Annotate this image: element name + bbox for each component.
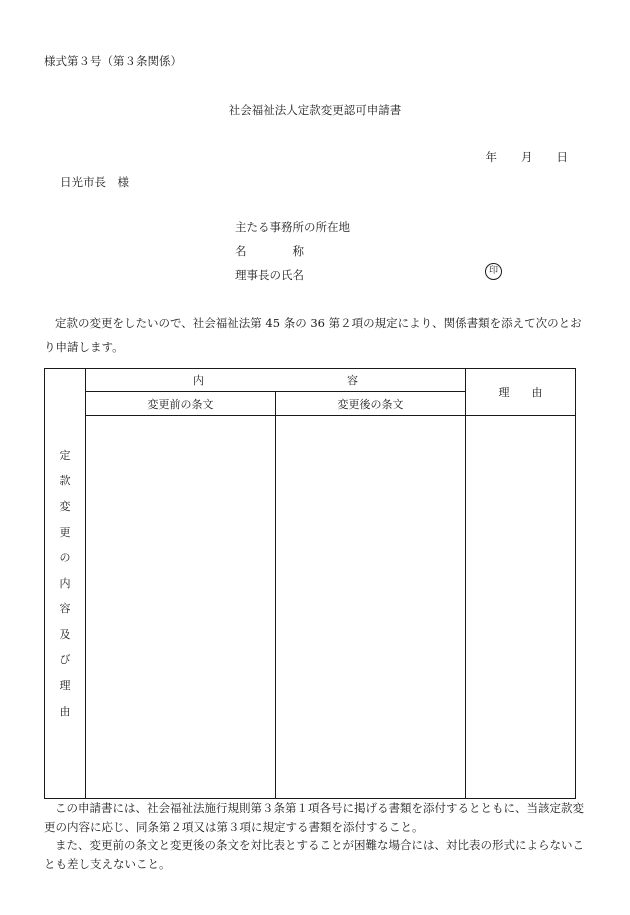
date-line bbox=[486, 149, 569, 165]
vertical-row-label bbox=[45, 443, 85, 725]
before-article-cell[interactable] bbox=[86, 416, 276, 799]
row-label-char: 更 bbox=[59, 525, 71, 539]
before-article-header: 変更前の条文 bbox=[86, 392, 276, 416]
amendment-table bbox=[44, 368, 576, 799]
addressee: 日光市長 様 bbox=[60, 175, 129, 189]
applicant-representative-label: 理事長の氏名 bbox=[235, 268, 304, 282]
row-label-char: び bbox=[59, 653, 71, 667]
applicant-address-label: 主たる事務所の所在地 bbox=[235, 220, 350, 234]
note-paragraph: この申請書には、社会福祉法施行規則第３条第１項各号に掲げる書類を添付するとともに、当該定款変更の内容に応じ、同条第２項又は第３項に規定する書類を添付すること。 bbox=[44, 801, 584, 834]
intro-paragraph: 定款の変更をしたいので、社会福祉法第 45 条の 36 第２項の規定により、関係書類を添えて次のとおり申請します。 bbox=[44, 316, 582, 354]
row-label-char: 変 bbox=[59, 499, 71, 513]
row-label-cell bbox=[45, 369, 86, 799]
note-paragraph: また、変更前の条文と変更後の条文を対比表とすることが困難な場合には、対比表の形式によらないことも差し支えないこと。 bbox=[44, 838, 584, 871]
date-month: 月 bbox=[521, 150, 533, 164]
notes bbox=[44, 799, 590, 873]
applicant-name-label: 名 称 bbox=[235, 244, 304, 258]
after-article-header: 変更後の条文 bbox=[276, 392, 466, 416]
date-day: 日 bbox=[556, 150, 568, 164]
row-label-char: 及 bbox=[59, 627, 71, 641]
reason-header: 理 由 bbox=[466, 369, 576, 416]
form-number: 様式第３号（第３条関係） bbox=[44, 54, 182, 68]
row-label-char: 内 bbox=[59, 576, 71, 590]
after-article-cell[interactable] bbox=[276, 416, 466, 799]
row-label-char: の bbox=[59, 551, 71, 565]
row-label-char: 定 bbox=[59, 448, 71, 462]
row-label-char: 款 bbox=[59, 474, 71, 488]
reason-cell[interactable] bbox=[466, 416, 576, 799]
seal-mark: 印 bbox=[485, 263, 502, 280]
row-label-char: 由 bbox=[59, 704, 71, 718]
row-label-char: 理 bbox=[59, 679, 71, 693]
content-header: 内 容 bbox=[86, 369, 466, 392]
document-title: 社会福祉法人定款変更認可申請書 bbox=[228, 103, 402, 117]
row-label-char: 容 bbox=[59, 602, 71, 616]
date-year: 年 bbox=[485, 150, 497, 164]
